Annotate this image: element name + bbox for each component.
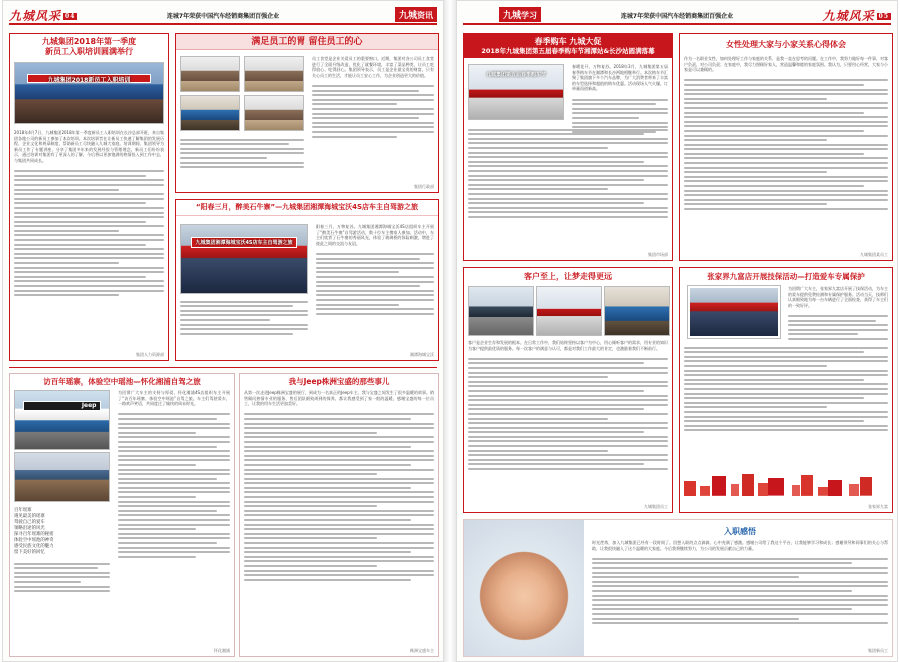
article-body: 员工食堂是企业关爱员工的重要窗口。近期，集团对各公司员工食堂进行了全面升级改造，优化了就餐环境，丰富了菜品种类，让员工吃得放心、吃得舒心。集团领导表示，员工是企业最宝贵的财富，只有关心员工的生活，才能让员工安心工作，为企业创造更大的价值。 xyxy=(312,56,434,78)
training-group-photo xyxy=(14,62,164,124)
customer-photo-3 xyxy=(604,286,670,336)
article-title: 入职感悟 xyxy=(724,527,756,536)
canteen-photo-1 xyxy=(180,56,240,92)
hands-together-photo xyxy=(464,520,584,657)
article-title: 客户至上，让梦走得更远 xyxy=(524,272,612,281)
article-new-staff-training xyxy=(9,33,169,361)
poem-block: 百年瑶寨 遇见最美的瑶寨 驾驶自己的爱车 领略沿途的风光 探寻百年瑶寨的秘密 体验空中瑶池的神奇 感受民族文化的魅力 留下美好的回忆 xyxy=(10,506,114,597)
customer-photo-1 xyxy=(468,286,534,336)
city-skyline-graphic xyxy=(684,474,888,496)
article-spring-car-festival xyxy=(463,33,673,261)
customer-photo-2 xyxy=(536,286,602,336)
article-body: 为回馈广大车主，张家界九富店开展了技保活动，为车主的爱车提供免费检测和专属保护服务。活动当天，技师们认真细致地为每一台车辆进行了全面检查，获得了车主们的一致好评。 xyxy=(788,286,888,308)
article-byline: 集团市场部 xyxy=(648,252,668,257)
article-title: 九城集团2018年第一季度 新员工入职培训圆满举行 xyxy=(41,37,137,56)
article-byline: 张家界九富 xyxy=(868,504,888,509)
photo-banner-text: 九城集团湘潭海城宝沃4S店车主自驾游之旅 xyxy=(195,239,293,246)
article-byline: 集团新员工 xyxy=(868,648,888,653)
article-title: “阳春三月，醉美石牛寨”—九城集团湘潭海城宝沃4S店车主自驾游之旅 xyxy=(176,200,438,216)
masthead-logo: 九城风采 04 xyxy=(9,9,76,23)
photo-banner-text: 九城集团2018新员工入职培训 xyxy=(47,77,131,84)
article-staff-canteen xyxy=(175,33,439,193)
article-body: 时光荏苒，加入九城集团已经有一段时间了。回想入职的点点滴滴，心中充满了感激。感谢公司给了我这个平台，让我能够学习和成长；感谢领导和同事们的关心与帮助，让我很快融入了这个温暖的大家庭。今后我将继续努力，为公司的发展贡献自己的力量。 xyxy=(592,540,888,551)
center-fold xyxy=(444,0,456,662)
section-logo: 九城 xyxy=(503,11,522,21)
article-yaozhai-trip xyxy=(9,373,235,657)
issue-number: 05 xyxy=(878,13,889,20)
article-body: 2018年4月7日，九城集团2018年第一季度新员工入职培训在长沙总部开班，来自集团各地公司的新员工参加了本次培训。本次培训旨在让新员工快速了解集团的发展历程、企业文化和规章制度，帮助新员工尽快融入九城大家庭。培训期间，集团领导为新员工作了专题讲座，分享了集团多年来的发展经验与管理理念。新员工们纷纷表示，通过培训对集团有了更深入的了解，今后将以更加饱满的热情投入到工作中去，与集团共同成长。 xyxy=(14,130,164,163)
masthead-logo: 九城风采 05 xyxy=(822,9,889,23)
article-byline: 九城集团员工 xyxy=(644,504,668,509)
care-event-photo xyxy=(688,286,780,338)
header-tagline: 连城7年荣获中国汽车经销商集团百强企业 xyxy=(620,13,734,20)
article-byline: 集团行政部 xyxy=(414,184,434,189)
section-name: 资讯 xyxy=(417,10,433,20)
article-byline: 怀化湘浦 xyxy=(214,648,230,653)
article-shiniuzhai-trip xyxy=(175,199,439,361)
article-onboarding-thoughts xyxy=(463,519,893,657)
section-logo: 九城 xyxy=(398,11,417,21)
article-byline: 株洲宝盛车主 xyxy=(410,648,434,653)
left-page xyxy=(2,0,444,662)
right-page-header xyxy=(463,7,891,25)
article-title: 张家界九富店开展技保活动—打造爱车专属保护 xyxy=(707,272,865,281)
trip-crowd-photo xyxy=(14,452,110,502)
store-front-photo xyxy=(14,390,110,450)
article-byline: 集团人力资源部 xyxy=(136,352,164,357)
article-title: 满足员工的胃 留住员工的心 xyxy=(176,34,438,50)
article-body: 从第一次走进Jeep株洲宝盛的展厅，到成为一名真正的Jeep车主，我与宝盛之间发生了很多温暖的故事。销售顾问热情专业的服务、售后团队细致周到的保养，都让我感受到了家一般的温暖。感谢宝盛的每一位员工，让我的用车生活更加美好。 xyxy=(244,390,434,407)
canteen-photo-4 xyxy=(244,95,304,131)
right-page xyxy=(456,0,898,662)
article-work-life-balance xyxy=(679,33,893,261)
section-tag xyxy=(395,7,437,22)
article-byline: 湘潭海城宝沃 xyxy=(410,352,434,357)
article-body: 作为一名职业女性，如何处理好工作与家庭的关系，是我一直在思考的问题。在工作中，我努力做好每一件事，对客户负责，对公司负责；在家庭中，我尽力照顾好家人，营造温馨和睦的家庭氛围。我认为，只要用心经营，大家与小家是可以兼顾的。 xyxy=(684,56,888,73)
canteen-photo-2 xyxy=(244,56,304,92)
header-tagline: 连城7年荣获中国汽车经销商集团百强企业 xyxy=(166,13,280,20)
trip-group-photo xyxy=(180,224,308,294)
issue-number: 04 xyxy=(65,13,76,20)
section-name: 学习 xyxy=(521,10,538,20)
left-page-header xyxy=(9,7,437,25)
article-title: 女性处理大家与小家关系心得体会 xyxy=(726,40,846,49)
article-body: 春暖花开，万物复苏。2018年3月，九城集团第五届春季购车节在湘潭和长沙两地相继举行。本次购车节汇聚了集团旗下多个汽车品牌，为广大消费者带来了丰富的车型选择和超值的购车优惠。活动现场人气火爆，订单量再创新高。 xyxy=(572,64,668,92)
article-body: 客户是企业生存和发展的根本。在日常工作中，我们始终坚持以客户为中心，用心倾听客户的需求，用专业的知识为客户提供最优质的服务。每一次客户的满意与认可，都是对我们工作最大的肯定，也激励着我们不断前行。 xyxy=(468,340,668,351)
article-title: 我与Jeep株洲宝盛的那些事儿 xyxy=(288,377,390,386)
article-byline: 九城集团某员工 xyxy=(860,252,888,257)
article-zhangjiajie-care xyxy=(679,267,893,513)
photo-banner-text: 九城集团第五届春季购车节 xyxy=(485,72,546,79)
article-title: 访百年瑶寨，体验空中瑶池—怀化湘浦自驾之旅 xyxy=(43,377,201,386)
article-jeep-story xyxy=(239,373,439,657)
article-body: 为回馈广大车主的支持与厚爱，怀化湘浦4S店组织车主开展了“访百年瑶寨，体验空中瑶池”自驾之旅。车主们驾驶爱车，一路欢声笑语，共同度过了愉快的周末时光。 xyxy=(118,390,230,407)
article-customer-first xyxy=(463,267,673,513)
article-title: 春季购车 九城大促 2018年九城集团第五届春季购车节湘潭站&长沙站圆满落幕 xyxy=(464,34,672,58)
car-festival-photo xyxy=(468,64,564,120)
article-body: 阳春三月，万物复苏。九城集团湘潭海城宝沃4S店组织车主开展了“醉美石牛寨”自驾游活动，数十位车主携家人参加。活动中，车主们欣赏了石牛寨的秀丽风光，体验了玻璃桥的惊险刺激，增进了彼此之间的交流与友谊。 xyxy=(316,224,434,246)
canteen-photo-3 xyxy=(180,95,240,131)
